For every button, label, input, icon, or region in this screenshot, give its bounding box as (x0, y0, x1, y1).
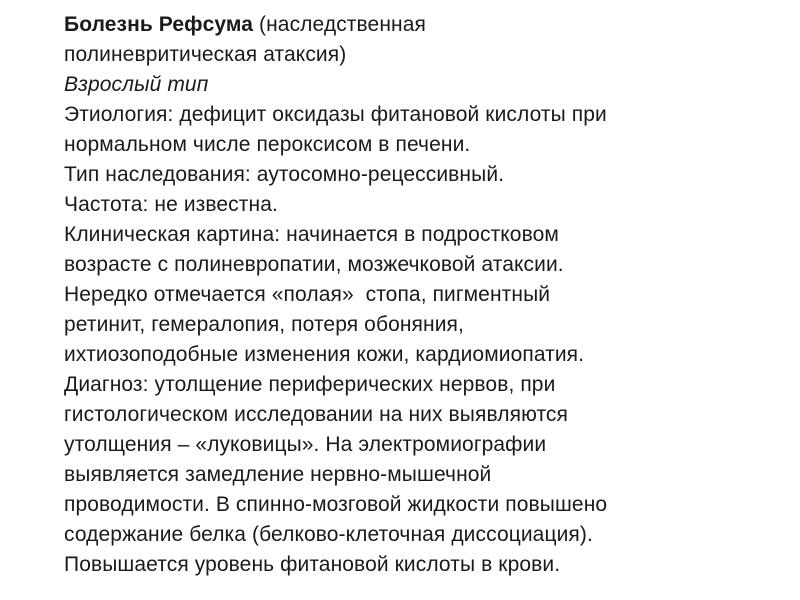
body-line: ретинит, гемералопия, потеря обоняния, (64, 313, 464, 336)
body-line: гистологическом исследовании на них выявляются (64, 403, 569, 426)
body-line: утолщения – «луковицы». На электромиографии (64, 433, 547, 456)
body-line: ихтиозоподобные изменения кожи, кардиомиопатия. (64, 343, 585, 366)
body-line: Клиническая картина: начинается в подростковом (64, 223, 559, 246)
title-line-2: полиневритическая атаксия) (64, 43, 347, 66)
body-line: Тип наследования: аутосомно-рецессивный. (64, 163, 505, 186)
body-line: Нередко отмечается «полая» стопа, пигментный (64, 283, 551, 306)
body-line: Диагноз: утолщение периферических нервов, при (64, 373, 556, 396)
title-rest: (наследственная (253, 13, 426, 36)
slide-text-block (64, 10, 764, 580)
title-line-1 (64, 10, 764, 40)
body-line: Этиология: дефицит оксидазы фитановой кислоты при (64, 103, 607, 126)
subtitle: Взрослый тип (64, 73, 209, 96)
body-line: Повышается уровень фитановой кислоты в крови. (64, 553, 561, 576)
disease-title: Болезнь Рефсума (64, 13, 254, 36)
body-line: Частота: не известна. (64, 193, 278, 216)
body-line: проводимости. В спинно-мозговой жидкости повышено (64, 493, 608, 516)
body-line: содержание белка (белково-клеточная диссоциация). (64, 523, 593, 546)
body-line: нормальном числе пероксисом в печени. (64, 133, 471, 156)
body-line: возрасте с полиневропатии, мозжечковой атаксии. (64, 253, 564, 276)
body-line: выявляется замедление нервно-мышечной (64, 463, 492, 486)
